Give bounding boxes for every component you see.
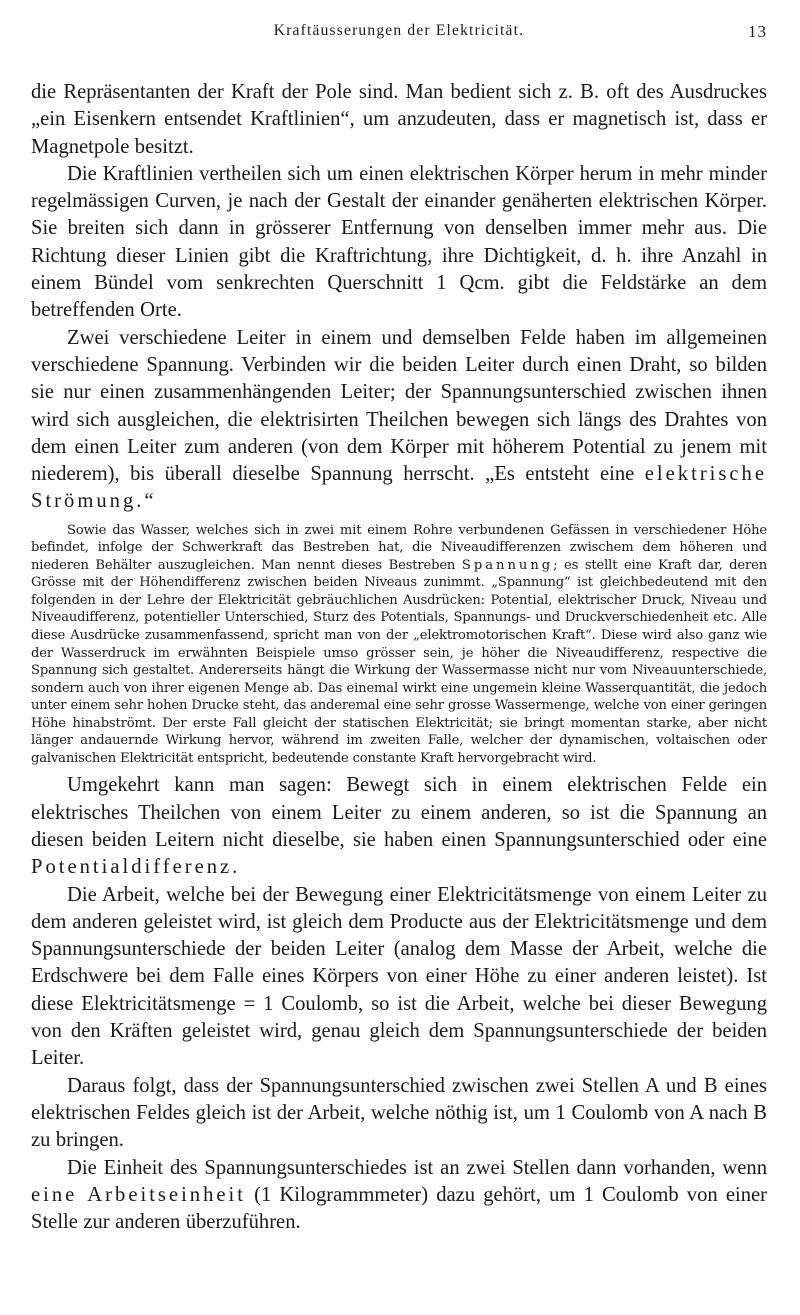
paragraph-text: Die Einheit des Spannungsunterschiedes ist an zwei Stellen dann vorhanden, wenn xyxy=(67,1156,767,1179)
paragraph-kraftlinien-intro: die Repräsentanten der Kraft der Pole sind. Man bedient sich z. B. oft des Ausdruckes „ein Eisenkern entsendet Kraftlinien“, um anzudeuten, dass er magnetisch ist, dass er Magnetpole besitzt. xyxy=(31,81,767,158)
note-text: ; es stellt eine Kraft dar, deren Grösse mit der Höhendifferenz zwischen beiden Niveaus zunimmt. „Spannung“ ist gleichbedeutend mit den folgenden in der Lehre der Elektricität gebräuchlichen Ausdrücken: Potential, elektrischer Druck, Niveau und Niveaudifferenz, potentieller Unterschied, Sturz des Potentials, Spannungs- und Druckverschiedenheit etc. Alle diese Ausdrücke zusammenfassend, spricht man von der „elektromotorischen Kraft“. Diese wird also ganz wie der Wasserdruck im erwähnten Beispiele umso grösser sein, je höher die Niveaudifferenz, respective die Spannung sich gestaltet. Andererseits hängt die Wirkung der Wassermasse nicht nur vom Niveauunterschiede, sondern auch von ihrer eigenen Menge ab. Das einemal wirkt eine ungemein kleine Wasserquantität, die jedoch unter einem sehr hohen Drucke steht, das anderemal eine sehr grosse Wassermenge, welche von einer geringen Höhe hinabströmt. Der erste Fall gleicht der statischen Elektricität; sie bringt momentan starke, aber nicht länger andauernde Wirkung hervor, während im zweiten Falle, welcher der dynamischen, voltaischen oder galvanischen Elektricität entspricht, bedeutende constante Kraft hervorgebracht wird. xyxy=(31,557,768,766)
paragraph-text: “ xyxy=(144,490,154,513)
paragraph-text: . xyxy=(232,856,238,879)
paragraph-text: Umgekehrt kann man sagen: Bewegt sich in einem elektrischen Felde ein elektrisches Theilchen von einem Leiter zu einem anderen, so ist die Spannung an diesen beiden Leitern nicht dieselbe, sie haben einen Spannungsunterschied oder eine xyxy=(31,774,767,851)
book-page xyxy=(31,0,767,1315)
note-text: Sowie das Wasser, welches sich in zwei mit einem Rohre verbundenen Gefässen in verschiedener Höhe befindet, infolge der Schwerkraft das Bestreben hat, die Niveaudifferenzen zwischem dem höheren und niederen Behälter auszugleichen. Man nennt dieses Bestreben xyxy=(31,522,767,573)
emphasis-arbeitseinheit: eine Arbeitseinheit xyxy=(31,1183,246,1206)
paragraph-text: (1 Kilogrammmeter) dazu gehört, um 1 Coulomb von einer Stelle zur anderen überzuführen. xyxy=(31,1183,767,1234)
running-head xyxy=(31,22,767,46)
paragraph-potentialdifferenz xyxy=(31,772,767,881)
paragraph-spannung-leiter xyxy=(31,325,767,516)
paragraph-einheit xyxy=(31,1155,767,1237)
paragraph-kraftlinien-verteilung: Die Kraftlinien vertheilen sich um einen elektrischen Körper herum in mehr minder regelmässigen Curven, je nach der Gestalt der einander genäherten elektrischen Körper. Sie breiten sich dann in grösserer Entfernung von denselben immer mehr aus. Die Richtung dieser Linien gibt die Kraftrichtung, ihre Dichtigkeit, d. h. ihre Anzahl in einem Bündel vom senkrechten Querschnitt 1 Qcm. gibt die Feldstärke an dem betreffenden Orte. xyxy=(31,162,767,322)
emphasis-potentialdifferenz: Potentialdifferenz xyxy=(31,856,233,879)
running-title: Kraftäusserungen der Elektricität. xyxy=(273,22,525,39)
page-number: 13 xyxy=(748,22,767,41)
paragraph-daraus-folgt: Daraus folgt, dass der Spannungsunterschied zwischen zwei Stellen A und B eines elektrischen Feldes gleich ist der Arbeit, welche nöthig ist, um 1 Coulomb von A nach B zu bringen. xyxy=(31,1074,767,1152)
paragraph-text: Zwei verschiedene Leiter in einem und demselben Felde haben im allgemeinen verschiedene Spannung. Verbinden wir die beiden Leiter durch einen Draht, so bilden sie nur einen zusammenhängenden Leiter; der Spannungsunterschied zwischen ihnen wird sich ausgleichen, die elektrisirten Theilchen bewegen sich längs des Drahtes von dem einen Leiter zum anderen (von dem Körper mit höherem Potential zu jenem mit niederem), bis überall dieselbe Spannung herrscht. „Es entsteht eine xyxy=(31,326,767,486)
paragraph-arbeit: Die Arbeit, welche bei der Bewegung einer Elektricitätsmenge von einem Leiter zu dem anderen geleistet wird, ist gleich dem Producte aus der Elektricitätsmenge und dem Spannungsunterschiede der beiden Leiter (analog dem Masse der Arbeit, welche die Erdschwere bei dem Falle eines Körpers von einer Höhe zu einer anderen leistet). Ist diese Elektricitätsmenge = 1 Coulomb, so ist die Arbeit, welche bei dieser Bewegung von den Kräften geleistet wird, genau gleich dem Spannungsunterschiede der beiden Leiter. xyxy=(31,883,767,1070)
page-body xyxy=(31,79,767,1236)
emphasis-spannung: Spannung xyxy=(461,557,554,573)
footnote-wasser-analogie xyxy=(31,522,767,768)
emphasis-elektrische-stroemung: elektrische Strömung. xyxy=(31,463,767,513)
